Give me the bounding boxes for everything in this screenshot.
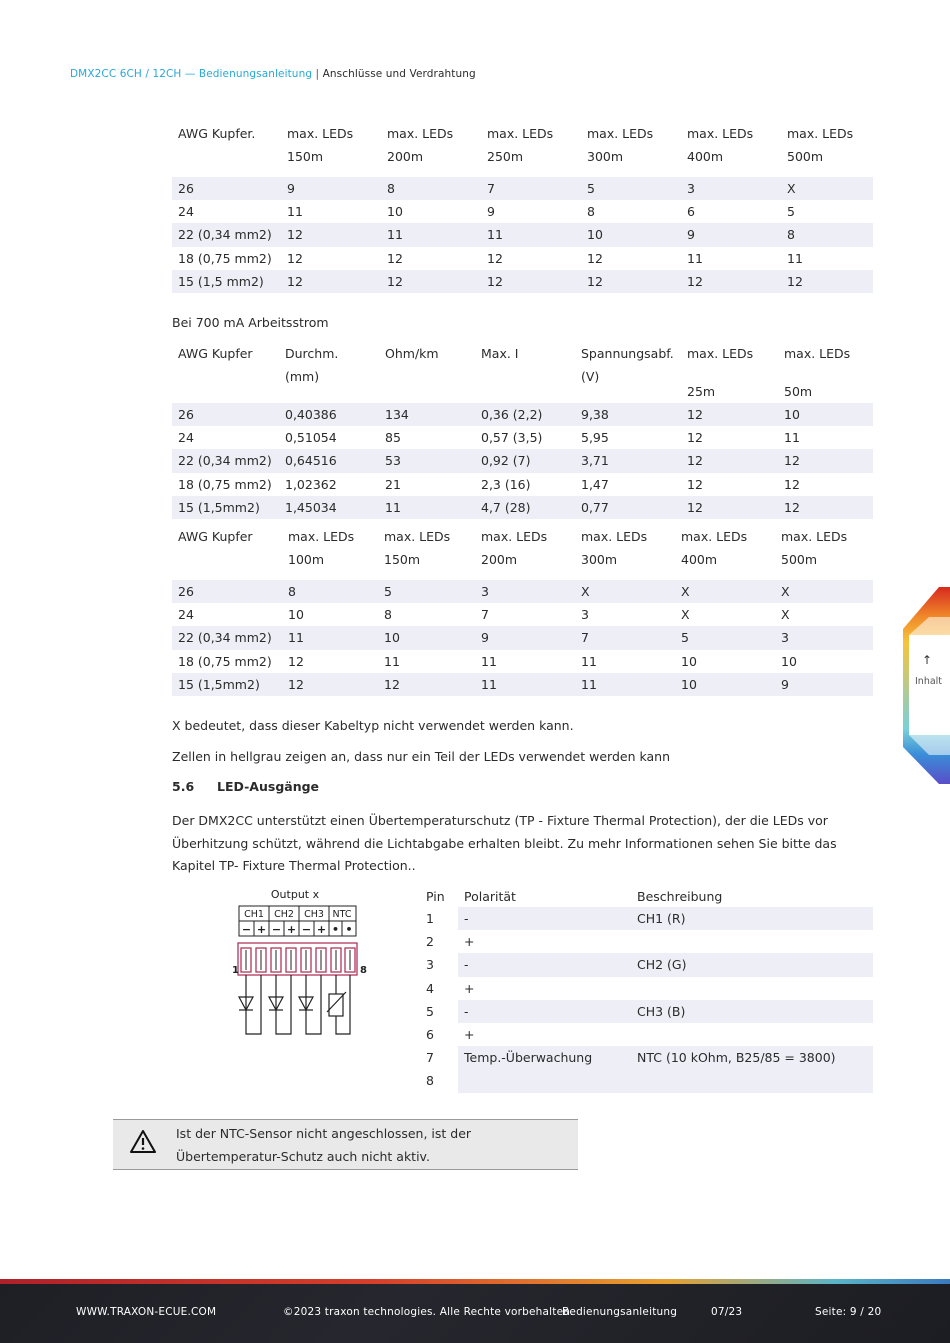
pin-assignment-table <box>420 885 873 1093</box>
table-cell: 18 (0,75 mm2) <box>178 653 272 669</box>
table-row <box>172 673 873 696</box>
diagram-polarity: − <box>241 923 252 936</box>
table-cell: 10 <box>681 653 697 669</box>
table-row <box>172 626 873 649</box>
footer-page-number: Seite: 9 / 20 <box>815 1306 882 1318</box>
table-cell: 9 <box>775 673 873 696</box>
column-header <box>279 342 379 403</box>
column-header-line: max. LEDs <box>787 126 854 141</box>
table-cell: 12 <box>481 270 581 293</box>
table-row <box>172 580 873 603</box>
table-cell: X <box>681 607 690 623</box>
column-header-line: 500m <box>781 552 818 567</box>
table-cell: 10 <box>378 626 475 649</box>
column-header-line: max. LEDs <box>784 346 851 361</box>
table-row <box>172 200 873 223</box>
table-cell: 7 <box>481 177 581 200</box>
pin-table-header: Beschreibung <box>637 888 723 904</box>
column-header <box>675 525 775 580</box>
table-cell: X <box>675 580 775 603</box>
table-cell: 85 <box>385 430 401 446</box>
table-cell <box>631 1069 873 1092</box>
table-cell: 3 <box>475 580 575 603</box>
column-header-line: 250m <box>487 149 524 164</box>
diagram-polarity: + <box>256 923 267 936</box>
column-header-line: 400m <box>687 149 724 164</box>
table-cell: 9 <box>281 177 381 200</box>
column-header-line: (V) <box>581 369 600 384</box>
footer-website[interactable]: WWW.TRAXON-ECUE.COM <box>76 1306 217 1318</box>
table-cell: 12 <box>778 449 873 472</box>
table-cell: 12 <box>687 476 703 492</box>
table-row <box>420 1000 873 1023</box>
table-cell: X <box>775 580 873 603</box>
table-cell: 134 <box>379 403 475 426</box>
table-cell: 12 <box>381 270 481 293</box>
column-header <box>379 342 475 403</box>
table-cell: 21 <box>385 476 401 492</box>
table-cell: - <box>458 953 631 976</box>
diagram-polarity: • <box>345 923 353 936</box>
table-cell: 12 <box>287 250 303 266</box>
column-header-line: Durchm. <box>285 346 339 361</box>
table-cell: 12 <box>681 449 778 472</box>
table-cell: 4 <box>426 980 434 996</box>
column-header-line: 400m <box>681 552 718 567</box>
table-cell: 18 (0,75 mm2) <box>178 250 272 266</box>
table-row <box>172 403 873 426</box>
table-cell: 7 <box>481 607 489 623</box>
table-cell: 5 <box>426 1003 434 1019</box>
column-header-line: 200m <box>481 552 518 567</box>
intro-line: Kapitel TP- Fixture Thermal Protection.. <box>172 858 416 873</box>
table-cell: 15 (1,5 mm2) <box>172 270 281 293</box>
table-cell: 10 <box>781 653 797 669</box>
section-title: LED-Ausgänge <box>217 779 320 794</box>
table-cell: 24 <box>178 607 194 623</box>
table-cell: X <box>781 607 790 623</box>
column-header-line: 150m <box>287 149 324 164</box>
table-cell: 12 <box>378 673 475 696</box>
diagram-channel-label: CH3 <box>304 909 324 920</box>
column-header <box>575 525 675 580</box>
table-cell: 11 <box>287 204 303 220</box>
table-row <box>420 907 873 930</box>
section-heading <box>172 779 319 794</box>
table-row <box>172 247 873 270</box>
table-cell: 26 <box>172 177 281 200</box>
table-cell: 11 <box>581 653 597 669</box>
diagram-title: Output x <box>270 888 320 901</box>
table-row <box>172 603 873 626</box>
column-header-line: max. LEDs <box>687 346 754 361</box>
intro-line: Überhitzung schützt, während die Lichtabgabe erhalten bleibt. Zu mehr Informationen sehen Sie bitte das <box>172 835 837 851</box>
column-header <box>475 525 575 580</box>
table-cell: 15 (1,5mm2) <box>172 496 279 519</box>
table-row <box>172 650 873 673</box>
table-cell: 12 <box>487 250 503 266</box>
table-cell: 3 <box>775 626 873 649</box>
column-header-line: max. LEDs <box>687 126 754 141</box>
table-row <box>172 177 873 200</box>
column-header-line: max. LEDs <box>287 126 354 141</box>
table-cell: 11 <box>379 496 475 519</box>
table-cell: 1,47 <box>581 476 609 492</box>
table-cell: 12 <box>581 270 681 293</box>
table-cell <box>631 1023 873 1046</box>
table-row <box>420 1046 873 1069</box>
table-row <box>420 1023 873 1046</box>
diagram-channel-label: CH1 <box>244 909 264 920</box>
table-cell: + <box>464 980 475 996</box>
footer-doc-type: Bedienungsanleitung <box>562 1306 678 1318</box>
awg-table-1 <box>172 122 873 293</box>
column-header-line <box>481 380 575 403</box>
table-cell: 8 <box>384 607 392 623</box>
table-cell: X <box>575 580 675 603</box>
table-cell: - <box>458 1000 631 1023</box>
table-cell: 12 <box>281 223 381 246</box>
table-cell <box>631 930 873 953</box>
column-header-line: AWG Kupfer <box>178 346 253 361</box>
table-cell: 10 <box>288 607 304 623</box>
output-wiring-diagram <box>228 882 378 1042</box>
table-cell: 6 <box>426 1027 434 1043</box>
table-cell: 9 <box>475 626 575 649</box>
table-cell: 12 <box>681 403 778 426</box>
footer-copyright: ©2023 traxon technologies. Alle Rechte vorbehalten. <box>283 1306 574 1318</box>
column-header-line: max. LEDs <box>681 529 748 544</box>
table-row <box>172 473 873 496</box>
table-cell: CH2 (G) <box>631 953 873 976</box>
intro-line: Der DMX2CC unterstützt einen Übertemperaturschutz (TP - Fixture Thermal Protection), der die LEDs vor <box>172 813 828 828</box>
warning-line: Übertemperatur-Schutz auch nicht aktiv. <box>176 1148 430 1164</box>
column-header-line: max. LEDs <box>487 126 554 141</box>
table-row <box>420 930 873 953</box>
column-header <box>281 122 381 177</box>
column-header <box>681 342 778 403</box>
column-header-line: Max. I <box>481 346 519 361</box>
table-cell: 0,36 (2,2) <box>475 403 575 426</box>
table-row <box>172 496 873 519</box>
table-cell: 3 <box>426 957 434 973</box>
column-header-line: Ohm/km <box>385 346 439 361</box>
column-header-line: 100m <box>288 552 325 567</box>
column-header <box>681 122 781 177</box>
table-cell: 11 <box>784 430 800 446</box>
diagram-polarity: − <box>301 923 312 936</box>
table-cell: 11 <box>575 673 675 696</box>
table-cell: 3 <box>581 607 589 623</box>
header-separator: | <box>315 68 320 80</box>
table-row <box>172 270 873 293</box>
table-cell: 12 <box>781 270 873 293</box>
table-cell: 12 <box>288 653 304 669</box>
diagram-polarity: − <box>271 923 282 936</box>
table-cell: 11 <box>475 673 575 696</box>
table-cell: 11 <box>384 653 400 669</box>
intro-paragraph <box>172 810 837 878</box>
table-cell: 8 <box>426 1073 434 1089</box>
column-header-line: Spannungsabf. <box>581 346 674 361</box>
table-cell: 0,92 (7) <box>475 449 575 472</box>
warning-line: Ist der NTC-Sensor nicht angeschlossen, ist der <box>176 1126 472 1141</box>
table-cell: + <box>464 934 475 950</box>
column-header <box>172 122 281 177</box>
table-cell: 0,57 (3,5) <box>481 430 543 446</box>
column-header <box>475 342 575 403</box>
column-header-line: 25m <box>687 384 716 399</box>
table-cell: 3 <box>681 177 781 200</box>
table-cell: NTC (10 kOhm, B25/85 = 3800) <box>631 1046 873 1069</box>
column-header <box>581 122 681 177</box>
table-cell: CH3 (B) <box>631 1000 873 1023</box>
table-cell: 12 <box>281 270 381 293</box>
table-cell: 5,95 <box>581 430 609 446</box>
column-header-line <box>178 145 281 176</box>
table-cell: 11 <box>381 223 481 246</box>
table-cell: 12 <box>587 250 603 266</box>
table-row <box>172 449 873 472</box>
table-cell: X <box>781 177 873 200</box>
table-cell: 7 <box>426 1050 434 1066</box>
column-header <box>481 122 581 177</box>
table-cell: 12 <box>681 496 778 519</box>
table-cell: + <box>464 1027 475 1043</box>
table-cell: 22 (0,34 mm2) <box>172 223 281 246</box>
table-cell: 9,38 <box>575 403 681 426</box>
table-cell: 3,71 <box>575 449 681 472</box>
table-cell: CH1 (R) <box>631 907 873 930</box>
doc-title: DMX2CC 6CH / 12CH — Bedienungsanleitung <box>70 68 313 80</box>
table-cell: 0,77 <box>575 496 681 519</box>
table-cell: 12 <box>784 476 800 492</box>
column-header <box>575 342 681 403</box>
table-cell: 5 <box>581 177 681 200</box>
section-number: 5.6 <box>172 779 195 794</box>
header-section: Anschlüsse und Verdrahtung <box>322 68 476 80</box>
table-row <box>420 953 873 976</box>
column-header-line <box>385 380 475 403</box>
column-header-line: 50m <box>784 384 813 399</box>
column-header-line: 150m <box>384 552 421 567</box>
warning-box <box>113 1119 578 1170</box>
table-cell: 22 (0,34 mm2) <box>172 449 279 472</box>
diagram-polarity: + <box>286 923 297 936</box>
diagram-polarity: • <box>331 923 340 936</box>
table-cell: 12 <box>387 250 403 266</box>
table-cell: 10 <box>581 223 681 246</box>
column-header-line: max. LEDs <box>387 126 454 141</box>
table-cell: 22 (0,34 mm2) <box>172 626 282 649</box>
table-cell: 18 (0,75 mm2) <box>178 476 272 492</box>
table-cell: 2,3 (16) <box>481 476 531 492</box>
footer-date: 07/23 <box>711 1306 743 1318</box>
table-cell: 12 <box>687 430 703 446</box>
table-cell: 15 (1,5mm2) <box>172 673 282 696</box>
table-cell: 53 <box>379 449 475 472</box>
warning-text <box>176 1123 471 1168</box>
table-cell: 12 <box>681 270 781 293</box>
column-header-line: max. LEDs <box>781 529 848 544</box>
column-header <box>778 342 873 403</box>
column-header-line: 300m <box>587 149 624 164</box>
table-cell: 0,40386 <box>279 403 379 426</box>
table-cell: 10 <box>778 403 873 426</box>
table-cell: Temp.-Überwachung <box>458 1046 631 1069</box>
table-cell: 8 <box>381 177 481 200</box>
table-cell: 5 <box>787 204 795 220</box>
column-header-line <box>178 380 279 403</box>
column-header-line: max. LEDs <box>481 529 548 544</box>
table-cell: 4,7 (28) <box>475 496 575 519</box>
table-cell: 11 <box>481 223 581 246</box>
column-header-line: 500m <box>787 149 824 164</box>
table-row <box>420 977 873 1000</box>
table-cell: 8 <box>587 204 595 220</box>
diagram-pin-first: 1 <box>232 965 239 976</box>
arrow-up-icon: ↑ <box>922 653 933 667</box>
table-cell: 6 <box>687 204 695 220</box>
contents-label: Inhalt <box>915 676 943 687</box>
diagram-pin-last: 8 <box>360 965 367 976</box>
table-cell <box>458 1069 631 1092</box>
awg-table-2 <box>172 342 873 519</box>
table-row <box>172 223 873 246</box>
column-header <box>378 525 475 580</box>
table-cell: 8 <box>282 580 378 603</box>
table-row <box>420 1069 873 1092</box>
column-header <box>381 122 481 177</box>
diagram-polarity: + <box>316 923 327 936</box>
page-footer <box>0 1284 950 1343</box>
table-cell: - <box>458 907 631 930</box>
table-cell: 7 <box>575 626 675 649</box>
column-header-line: max. LEDs <box>288 529 355 544</box>
table-cell: 11 <box>687 250 703 266</box>
table-cell <box>631 977 873 1000</box>
table-cell: 2 <box>426 934 434 950</box>
table-cell: 1,02362 <box>285 476 337 492</box>
table-cell: 10 <box>387 204 403 220</box>
table-cell: 11 <box>282 626 378 649</box>
table-cell: 0,64516 <box>279 449 379 472</box>
note-grey: Zellen in hellgrau zeigen an, dass nur ein Teil der LEDs verwendet werden kann <box>172 749 670 764</box>
table-cell: 26 <box>172 580 282 603</box>
column-header-line <box>178 548 282 579</box>
table-cell: 5 <box>675 626 775 649</box>
column-header <box>172 525 282 580</box>
table-cell: 10 <box>675 673 775 696</box>
column-header-line: max. LEDs <box>384 529 451 544</box>
column-header <box>282 525 378 580</box>
table-cell: 9 <box>487 204 495 220</box>
column-header <box>781 122 873 177</box>
page-header <box>70 68 476 80</box>
column-header <box>172 342 279 403</box>
table-cell: 11 <box>787 250 803 266</box>
column-header-line: (mm) <box>285 369 320 384</box>
pin-table-header: Pin <box>426 888 445 904</box>
diagram-channel-label: NTC <box>332 909 352 920</box>
column-header-line: max. LEDs <box>587 126 654 141</box>
contents-nav-button[interactable] <box>903 587 950 784</box>
table-row <box>172 426 873 449</box>
column-header-line: AWG Kupfer. <box>178 126 256 141</box>
column-header-line: AWG Kupfer <box>178 529 253 544</box>
caption-700ma: Bei 700 mA Arbeitsstrom <box>172 315 329 330</box>
table-cell: 8 <box>781 223 873 246</box>
note-x: X bedeutet, dass dieser Kabeltyp nicht verwendet werden kann. <box>172 718 574 733</box>
column-header-line: max. LEDs <box>581 529 648 544</box>
pin-table-header: Polarität <box>464 888 516 904</box>
diagram-channel-label: CH2 <box>274 909 294 920</box>
column-header-line: 300m <box>581 552 618 567</box>
warning-triangle-icon <box>129 1129 157 1155</box>
table-cell: 1 <box>426 911 434 927</box>
table-cell: 24 <box>178 430 194 446</box>
table-cell: 12 <box>778 496 873 519</box>
table-cell: 12 <box>282 673 378 696</box>
table-cell: 0,51054 <box>285 430 337 446</box>
table-cell: 24 <box>178 204 194 220</box>
table-cell: 9 <box>681 223 781 246</box>
table-cell: 11 <box>481 653 497 669</box>
awg-table-3 <box>172 525 873 696</box>
table-cell: 1,45034 <box>279 496 379 519</box>
table-cell: 5 <box>378 580 475 603</box>
table-cell: 26 <box>172 403 279 426</box>
column-header-line: 200m <box>387 149 424 164</box>
column-header <box>775 525 873 580</box>
